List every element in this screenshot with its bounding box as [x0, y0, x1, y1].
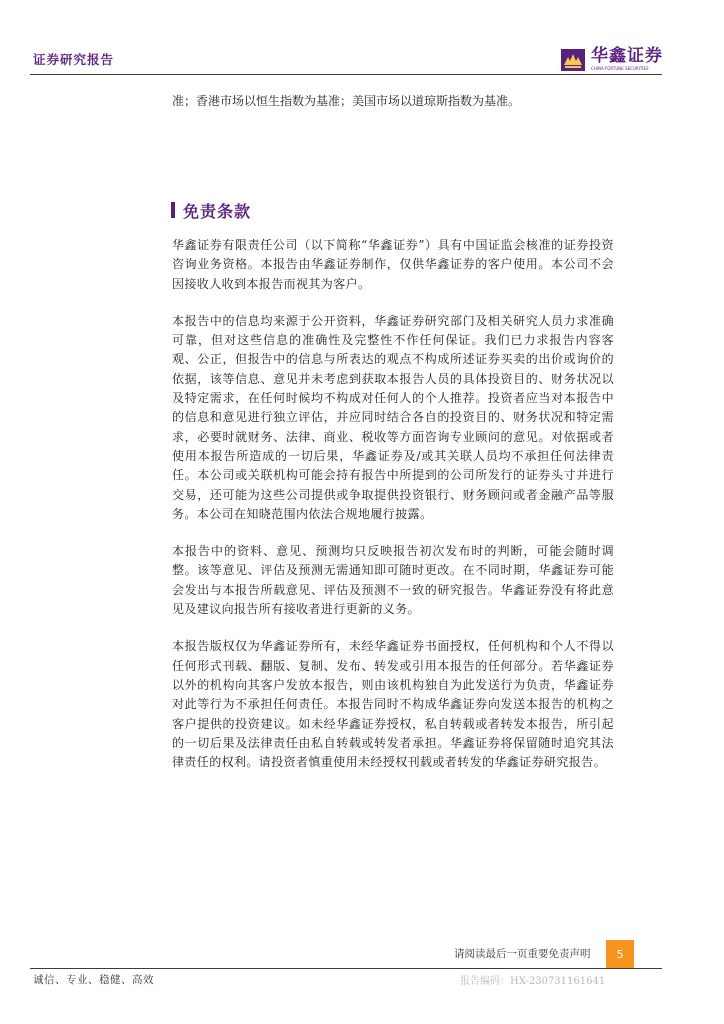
- disclaimer-body: [172, 236, 614, 790]
- footer-divider: [30, 968, 662, 969]
- disclaimer-paragraph: 本报告中的信息均来源于公开资料，华鑫证券研究部门及相关研究人员力求准确可靠，但对这些信息的准确性及完整性不作任何保证。我们已力求报告内容客观、公正，但报告中的信息与所表达的观点不构成所述证券买卖的出价或询价的依据，该等信息、意见并未考虑到获取本报告人员的具体投资目的、财务状况以及特定需求，在任何时候均不构成对任何人的个人推荐。投资者应当对本报告中的信息和意见进行独立评估，并应同时结合各自的投资目的、财务状况和特定需求，必要时就财务、法律、商业、税收等方面咨询专业顾问的意见。对依据或者使用本报告所造成的一切后果，华鑫证券及/或其关联人员均不承担任何法律责任。本公司或关联机构可能会持有报告中所提到的公司所发行的证券头寸并进行交易，还可能为这些公司提供或争取提供投资银行、财务顾问或者金融产品等服务。本公司在知晓范围内依法合规地履行披露。: [172, 313, 614, 521]
- page-number-badge: 5: [606, 940, 634, 969]
- disclaimer-section-heading: [171, 200, 251, 220]
- disclaimer-paragraph: 华鑫证券有限责任公司（以下简称“华鑫证券”）具有中国证监会核准的证券投资咨询业务资格。本报告由华鑫证券制作，仅供华鑫证券的客户使用。本公司不会因接收人收到本报告而视其为客户。: [172, 238, 614, 291]
- logo-subtitle: CHINA FORTUNE SECURITIES: [591, 66, 649, 71]
- report-code: 报告编码：HX-230731161641: [460, 976, 606, 987]
- header-divider: [30, 74, 662, 75]
- company-slogan: 诚信、专业、稳健、高效: [33, 974, 154, 986]
- disclaimer-paragraph: 本报告版权仅为华鑫证券所有，未经华鑫证券书面授权，任何机构和个人不得以任何形式刊载、翻版、复制、发布、转发或引用本报告的任何部分。若华鑫证券以外的机构向其客户发放本报告，则由该机构独自为此发送行为负责，华鑫证券对此等行为不承担任何责任。本报告同时不构成华鑫证券向发送本报告的机构之客户提供的投资建议。如未经华鑫证券授权，私自转载或者转发本报告，所引起的一切后果及法律责任由私自转载或转发者承担。华鑫证券将保留随时追究其法律责任的权利。请投资者慎重使用未经授权刊载或者转发的华鑫证券研究报告。: [172, 639, 614, 770]
- report-type-label: 证券研究报告: [33, 52, 115, 67]
- logo-mark-icon: [561, 49, 585, 71]
- disclaimer-notice: 请阅读最后一页重要免责声明: [454, 948, 591, 960]
- disclaimer-paragraph: 本报告中的资料、意见、预测均只反映报告初次发布时的判断，可能会随时调整。该等意见、评估及预测无需通知即可随时更改。在不同时期，华鑫证券可能会发出与本报告所载意见、评估及预测不一致的研究报告。华鑫证券没有将此意见及建议向报告所有接收者进行更新的义务。: [172, 544, 614, 617]
- heading-accent-bar: [171, 202, 175, 218]
- section-title: 免责条款: [183, 201, 252, 221]
- continued-text-line: 准；香港市场以恒生指数为基准；美国市场以道琼斯指数为基准。: [172, 94, 521, 108]
- company-logo: [561, 44, 665, 72]
- logo-name: 华鑫证券: [591, 46, 663, 66]
